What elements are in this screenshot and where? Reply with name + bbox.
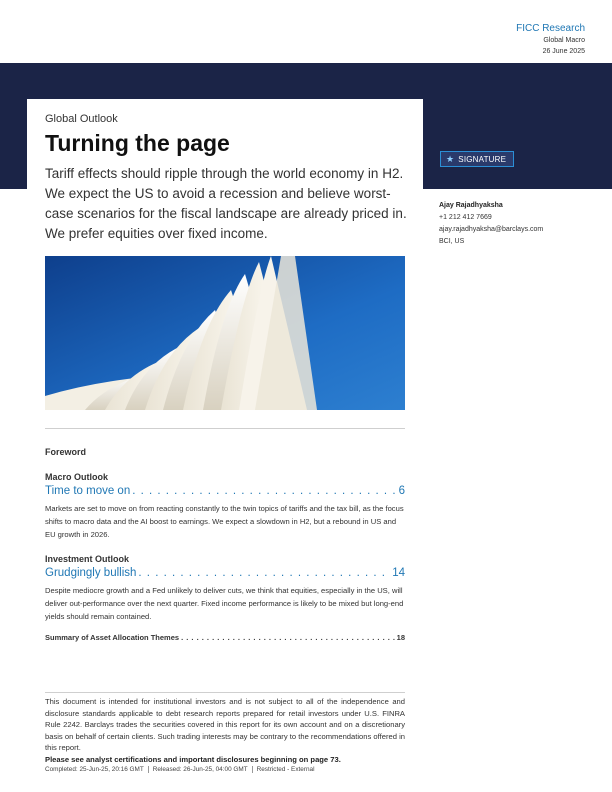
restriction-label: Restricted - External (256, 766, 315, 773)
disclosure-note: Please see analyst certifications and important disclosures beginning on page 73. (45, 755, 341, 764)
toc-item-summary[interactable] (45, 633, 405, 642)
toc-item-summary-title[interactable]: Summary of Asset Allocation Themes (45, 633, 180, 642)
toc-item-investment-desc: Despite mediocre growth and a Fed unlikely to deliver cuts, we think that equities, especially in the US, will deliver out-performance over the next quarter. Fixed income performance is likely to be mixed but long-end yields should remain contained. (45, 586, 404, 621)
analyst-contact (439, 200, 543, 248)
toc-leader-dots (132, 485, 396, 497)
team-label: Global Macro (543, 37, 585, 44)
toc-item-macro[interactable] (45, 485, 405, 497)
macro-outlook-label: Macro Outlook (45, 472, 109, 482)
report-kicker: Global Outlook (45, 113, 118, 125)
released-timestamp: Released: 26-Jun-25, 04:00 GMT (153, 766, 253, 773)
publication-meta (45, 766, 323, 773)
toc-item-investment[interactable] (45, 567, 405, 579)
analyst-email[interactable]: ajay.rajadhyaksha@barclays.com (439, 226, 544, 233)
report-header (516, 22, 585, 57)
hero-image (45, 256, 405, 410)
report-date: 26 June 2025 (542, 48, 585, 55)
section-divider (45, 428, 405, 429)
foreword-label: Foreword (45, 447, 87, 457)
signature-badge-label: SIGNATURE (458, 154, 507, 164)
toc-item-summary-page[interactable]: 18 (396, 633, 405, 642)
toc-item-investment-title[interactable]: Grudgingly bullish (45, 567, 137, 579)
toc-item-macro-page[interactable]: 6 (398, 485, 405, 497)
star-icon: ★ (446, 153, 455, 164)
signature-badge (440, 151, 514, 167)
completed-timestamp: Completed: 25-Jun-25, 20:16 GMT (45, 766, 149, 773)
toc-leader-dots (181, 633, 395, 642)
book-pages-illustration (45, 256, 405, 410)
investment-outlook-label: Investment Outlook (45, 554, 130, 564)
page-title: Turning the page (45, 130, 230, 156)
toc-item-investment-page[interactable]: 14 (392, 567, 405, 579)
footer-divider (45, 692, 405, 693)
toc-item-macro-title[interactable]: Time to move on (45, 485, 131, 497)
report-summary: Tariff effects should ripple through the world economy in H2. We expect the US to avoid a recession and believe worst-case scenarios for the fiscal landscape are already priced in. We prefer equities over fixed income. (45, 166, 407, 241)
toc-leader-dots (138, 567, 390, 579)
analyst-phone: +1 212 412 7669 (439, 214, 492, 221)
analyst-entity: BCI, US (439, 238, 465, 245)
legal-disclaimer: This document is intended for institutional investors and is not subject to all of the independence and disclosure standards applicable to debt research reports prepared for retail investors under U.S. FINRA Rule 2242. Barclays trades the securities covered in this report for its own account and on a discretionary basis on behalf of certain clients. Such trading interests may be contrary to the recommendations offered in this report. (45, 697, 405, 752)
division-label: FICC Research (516, 23, 585, 34)
toc-item-macro-desc: Markets are set to move on from reacting constantly to the twin topics of tariffs and the tax bill, as the focus shifts to macro data and the AI boost to earnings. We expect a slowdown in H2, but a rebound in US and EU growth in 2026. (45, 504, 404, 539)
analyst-name: Ajay Rajadhyaksha (439, 202, 503, 209)
